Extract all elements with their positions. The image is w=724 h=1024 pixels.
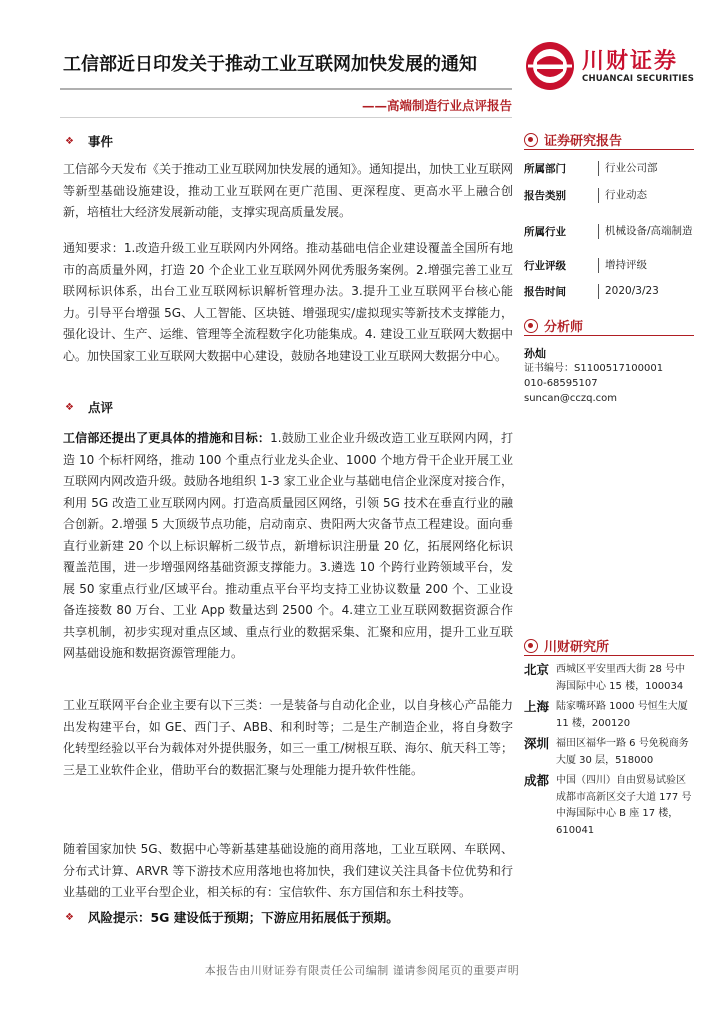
- section-marker-icon: [524, 133, 538, 147]
- comment-paragraph-2: 工业互联网平台企业主要有以下三类：一是装备与自动化企业，以自身核心产品能力出发构建平台，如 GE、西门子、ABB、和利时等；二是生产制造企业，将自身数字化转型经验以平台为载体对外提供服务，如三一重工/树根互联、海尔、航天科工等；三是工业软件企业，借助平台的数据汇聚与处理能力提升软件性能。: [63, 698, 513, 777]
- report-info-table: [524, 156, 694, 304]
- analyst-info: [524, 346, 694, 406]
- analyst-title: 分析师: [544, 320, 584, 335]
- analyst-cert: 证书编号：S1100517100001: [524, 363, 664, 374]
- section-event-header: [65, 130, 113, 152]
- institute-title: 川财研究所: [544, 640, 610, 655]
- info-value: 行业动态: [598, 188, 694, 203]
- info-key: 报告时间: [524, 285, 566, 298]
- section-marker-icon: [524, 639, 538, 653]
- diamond-bullet-icon: ❖: [65, 135, 74, 147]
- office-shanghai: [524, 699, 694, 732]
- risk-warning: [65, 908, 399, 926]
- info-key: 行业评级: [524, 259, 566, 272]
- title-divider: [60, 88, 512, 90]
- info-key: 所属行业: [524, 225, 566, 238]
- info-row-date: [524, 278, 694, 304]
- section-comment-title: 点评: [87, 400, 113, 415]
- institute-header: [524, 636, 694, 656]
- section-event-title: 事件: [87, 134, 113, 149]
- section-comment-header: [65, 396, 113, 418]
- page-footer: 本报告由川财证券有限责任公司编制 谨请参阅尾页的重要声明: [204, 964, 520, 977]
- event-paragraph-2: 通知要求：1.改造升级工业互联网内外网络。推动基础电信企业建设覆盖全国所有地市的高质量外网，打造 20 个企业工业互联网外网优秀服务案例。2.增强完善工业互联网标识体系，出台工业互联网标识解析管理办法。3.提升工业互联网平台核心能力。引导平台增强 5G、人工智能、区块链、增强现实/虚拟现实等新技术支撑能力，强化设计、生产、运维、管理等全流程数字化功能集成。4. 建设工业互联网大数据中心。加快国家工业互联网大数据中心建设，鼓励各地建设工业互联网大数据分中心。: [63, 241, 513, 363]
- info-value: 行业公司部: [598, 161, 694, 176]
- logo-english-name: CHUANCAI SECURITIES: [582, 74, 695, 84]
- company-logo: [524, 40, 694, 92]
- comment-paragraph-1-body: 1.鼓励工业企业升级改造工业互联网内网，打造 10 个标杆网络，推动 100 个重点行业龙头企业、1000 个地方骨干企业开展工业互联网内网改造升级。鼓励各地组织 1-3 家工业企业与基础电信企业深度对接合作，利用 5G 改造工业互联网内网。打造高质量园区网络，引领 5G 技术在垂直行业的融合创新。2.增强 5 大顶级节点功能，启动南京、贵阳两大灾备节点工程建设。面向垂直行业新建 20 个以上标识解析二级节点，新增标识注册量 20 亿，拓展网络化标识覆盖范围，进一步增强网络基础资源支撑能力。3.遴选 10 个跨行业跨领域平台，发展 50 家重点行业/区域平台。推动重点平台平均支持工业协议数量 200 个、工业设备连接数 80 万台、工业 App 数量达到 2500 个。4.建立工业互联网数据资源合作共享机制，初步实现对重点区域、重点行业的数据采集、汇聚和应用，提升工业互联网基础设施和数据资源管理能力。: [63, 431, 513, 660]
- office-beijing: [524, 662, 694, 695]
- sidebar: [524, 130, 694, 843]
- diamond-bullet-icon: ❖: [65, 401, 74, 413]
- analyst-phone: 010-68595107: [524, 378, 598, 389]
- info-row-industry: [524, 210, 694, 252]
- office-address: 西城区平安里西大街 28 号中海国际中心 15 楼，100034: [556, 664, 686, 692]
- info-value: 2020/3/23: [598, 284, 694, 299]
- report-title: 工信部近日印发关于推动工业互联网加快发展的通知: [63, 54, 477, 75]
- analyst-email[interactable]: suncan@cczq.com: [524, 393, 617, 404]
- info-key: 报告类别: [524, 189, 566, 202]
- analyst-name: 孙灿: [524, 347, 546, 360]
- office-city: 上海: [524, 699, 550, 714]
- logo-chinese-name: 川财证券: [582, 49, 679, 74]
- office-city: 成都: [524, 773, 550, 788]
- office-chengdu: [524, 773, 694, 839]
- office-address: 陆家嘴环路 1000 号恒生大厦 11 楼，200120: [556, 701, 688, 729]
- office-city: 深圳: [524, 736, 550, 751]
- info-value: 增持评级: [598, 258, 694, 273]
- office-city: 北京: [524, 662, 550, 677]
- office-address: 福田区福华一路 6 号免税商务大厦 30 层，518000: [556, 738, 689, 766]
- analyst-header: [524, 316, 694, 336]
- diamond-bullet-icon: ❖: [65, 911, 74, 923]
- comment-lead: 工信部还提出了更具体的措施和目标：: [63, 431, 271, 445]
- report-info-title: 证券研究报告: [544, 134, 623, 149]
- report-info-header: [524, 130, 694, 150]
- subtitle-divider: [60, 117, 512, 118]
- event-paragraph-1: 工信部今天发布《关于推动工业互联网加快发展的通知》。通知提出，加快工业互联网等新型基础设施建设，推动工业互联网在更广范围、更深程度、更高水平上融合创新，培植壮大经济发展新动能，支撑实现高质量发展。: [63, 162, 514, 219]
- office-address: 中国（四川）自由贸易试验区成都市高新区交子大道 177 号中海国际中心 B 座 17 楼，610041: [556, 775, 692, 836]
- logo-mark-icon: [524, 40, 576, 92]
- info-row-department: [524, 156, 694, 180]
- info-value: 机械设备/高端制造: [598, 224, 694, 239]
- info-key: 所属部门: [524, 162, 566, 175]
- info-row-rating: [524, 252, 694, 278]
- report-subtitle: ——高端制造行业点评报告: [361, 98, 512, 113]
- comment-paragraph-3: 随着国家加快 5G、数据中心等新基建基础设施的商用落地，工业互联网、车联网、分布式计算、ARVR 等下游技术应用落地也将加快，我们建议关注具备卡位优势和行业基础的工业平台型企业，相关标的有：宝信软件、东方国信和东土科技等。: [63, 842, 513, 899]
- risk-warning-text: 风险提示：5G 建设低于预期；下游应用拓展低于预期。: [87, 910, 399, 925]
- comment-paragraph-1: [63, 428, 513, 665]
- info-row-category: [524, 180, 694, 210]
- section-marker-icon: [524, 319, 538, 333]
- office-shenzhen: [524, 736, 694, 769]
- office-list: [524, 662, 694, 839]
